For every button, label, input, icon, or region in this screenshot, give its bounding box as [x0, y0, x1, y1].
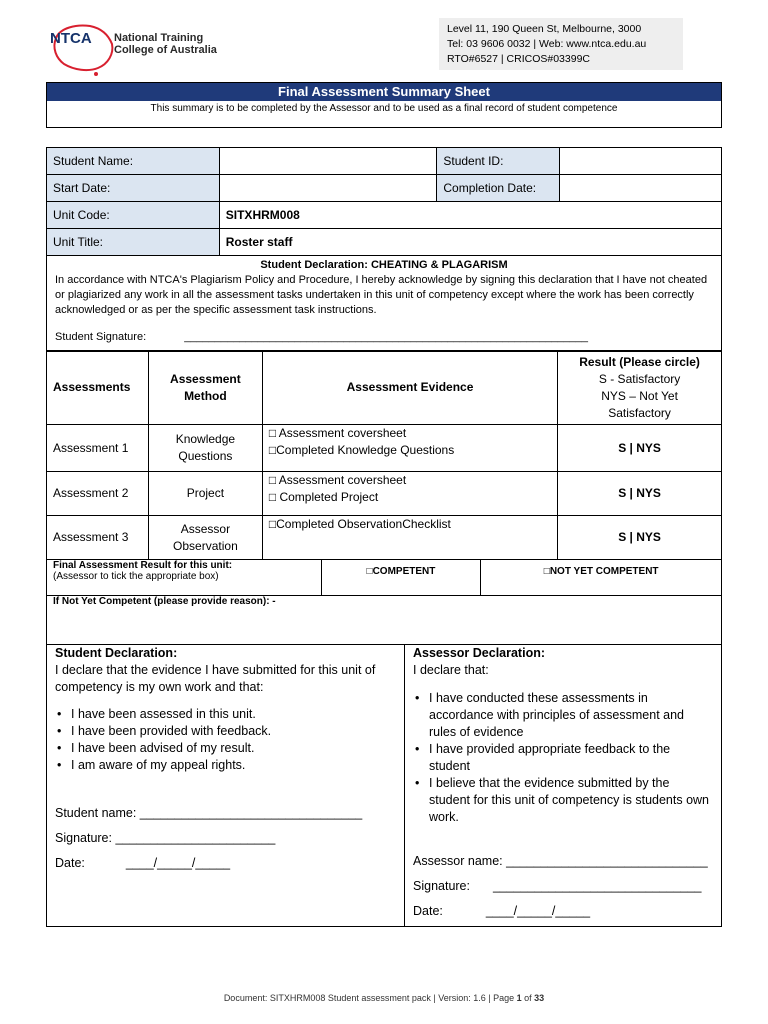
declarations	[46, 644, 722, 927]
final-result-note: (Assessor to tick the appropriate box)	[53, 571, 219, 582]
assessor-declaration-list	[413, 690, 713, 826]
contact-details: Tel: 03 9606 0032 | Web: www.ntca.edu.au	[447, 38, 647, 50]
list-item: • I have been assessed in this unit.	[55, 706, 396, 723]
header-result	[558, 351, 722, 425]
nyc-reason-label: If Not Yet Competent (please provide reason): -	[53, 596, 276, 607]
student-declaration-heading: Student Declaration:	[55, 646, 178, 660]
final-result-label-cell	[47, 560, 322, 596]
completion-date-field[interactable]	[560, 175, 722, 202]
student-name-field[interactable]	[219, 148, 437, 175]
student-name-line[interactable]: Student name: ________________________________	[55, 806, 363, 820]
assessment-name: Assessment 1	[47, 425, 149, 472]
student-signature-label: Student Signature:	[55, 331, 147, 343]
assessment-method: Project	[148, 472, 262, 516]
assessment-evidence	[262, 425, 557, 472]
list-item: • I have been provided with feedback.	[55, 723, 396, 740]
assessment-name: Assessment 3	[47, 516, 149, 560]
table-row	[47, 516, 722, 560]
assessor-signature-row	[413, 878, 702, 895]
competent-checkbox[interactable]: □COMPETENT	[321, 560, 481, 596]
assessor-date-field[interactable]: ____/_____/_____	[485, 904, 591, 918]
assessor-declaration-heading: Assessor Declaration:	[413, 646, 546, 660]
list-item: • I believe that the evidence submitted by the student for this unit of competency is students own work.	[413, 775, 713, 826]
assessor-declaration	[405, 645, 721, 926]
start-date-field[interactable]	[219, 175, 437, 202]
logo-name: National Training College of Australia	[114, 32, 217, 56]
address: Level 11, 190 Queen St, Melbourne, 3000	[447, 23, 642, 35]
list-item: • I have provided appropriate feedback to the student	[413, 741, 713, 775]
header-method: Assessment Method	[148, 351, 262, 425]
student-date-row	[55, 855, 230, 872]
list-item: • I have conducted these assessments in accordance with principles of assessment and rules of evidence	[413, 690, 713, 741]
page-footer: Document: SITXHRM008 Student assessment pack | Version: 1.6 | Page 1 of 33	[223, 993, 545, 1003]
student-declaration-list	[55, 706, 396, 774]
table-row	[47, 425, 722, 472]
student-id-field[interactable]	[560, 148, 722, 175]
student-signature-field[interactable]: Signature: _______________________	[55, 831, 276, 845]
assessment-method: Assessor Observation	[148, 516, 262, 560]
assessor-declaration-intro: I declare that:	[413, 663, 489, 677]
result-s: S - Satisfactory	[598, 371, 681, 386]
list-item: • I am aware of my appeal rights.	[55, 757, 396, 774]
list-item: • I have been advised of my result.	[55, 740, 396, 757]
evidence-checkbox[interactable]: □ Completed Project	[268, 490, 379, 504]
evidence-checkbox[interactable]: □ Assessment coversheet	[268, 426, 407, 440]
title-box	[46, 82, 722, 128]
assessor-signature-field[interactable]: ______________________________	[492, 879, 702, 893]
student-signature-row	[55, 330, 713, 345]
final-result-table	[46, 559, 722, 596]
evidence-checkbox[interactable]: □Completed ObservationChecklist	[268, 517, 451, 531]
ntca-logo	[48, 20, 218, 76]
logo-abbreviation: NTCA	[50, 30, 92, 47]
assessment-method: Knowledge Questions	[148, 425, 262, 472]
assessor-date-label: Date:	[413, 904, 443, 918]
student-date-field[interactable]: ____/_____/_____	[125, 856, 231, 870]
nyc-reason-field[interactable]	[46, 594, 722, 645]
page-title: Final Assessment Summary Sheet	[47, 83, 721, 101]
not-yet-competent-checkbox[interactable]: □NOT YET COMPETENT	[481, 560, 722, 596]
unit-code-value: SITXHRM008	[219, 202, 721, 229]
unit-code-label: Unit Code:	[47, 202, 220, 229]
completion-date-label: Completion Date:	[437, 175, 560, 202]
final-result-label: Final Assessment Result for this unit:	[53, 560, 233, 571]
contact-box	[439, 18, 683, 70]
rto-cricos: RTO#6527 | CRICOS#03399C	[447, 53, 591, 65]
cheating-declaration-body: In accordance with NTCA's Plagiarism Policy and Procedure, I hereby acknowledge by signing this declaration that I have not cheated or plagiarized any work in all the assessment tasks undertaken in this unit of competency except where the work has been correctly acknowledged or as per the specific assessment task instructions.	[55, 274, 708, 316]
result-nys: NYS – Not Yet Satisfactory	[601, 388, 678, 420]
assessment-evidence	[262, 516, 557, 560]
assessment-result[interactable]: S | NYS	[558, 516, 722, 560]
student-declaration-intro: I declare that the evidence I have submitted for this unit of competency is my own work and that:	[55, 663, 376, 694]
start-date-label: Start Date:	[47, 175, 220, 202]
unit-title-value: Roster staff	[219, 229, 721, 256]
assessor-name-line[interactable]: Assessor name: _____________________________	[413, 854, 708, 868]
page-subtitle: This summary is to be completed by the Assessor and to be used as a final record of student competence	[150, 103, 618, 114]
student-date-label: Date:	[55, 856, 85, 870]
student-id-label: Student ID:	[437, 148, 560, 175]
table-row	[47, 472, 722, 516]
header-evidence: Assessment Evidence	[262, 351, 557, 425]
student-name-label: Student Name:	[47, 148, 220, 175]
cheating-declaration	[47, 256, 722, 352]
student-signature-line[interactable]: __________________________________________________________________	[184, 331, 589, 343]
page-total: 33	[534, 993, 545, 1003]
page-number: 1	[516, 993, 522, 1003]
cheating-declaration-heading: Student Declaration: CHEATING & PLAGARISM	[260, 259, 508, 271]
assessment-result[interactable]: S | NYS	[558, 425, 722, 472]
assessor-signature-label: Signature:	[413, 879, 470, 893]
result-title: Result (Please circle)	[579, 354, 700, 369]
evidence-checkbox[interactable]: □ Assessment coversheet	[268, 473, 407, 487]
assessor-date-row	[413, 903, 590, 920]
unit-title-label: Unit Title:	[47, 229, 220, 256]
assessment-result[interactable]: S | NYS	[558, 472, 722, 516]
evidence-checkbox[interactable]: □Completed Knowledge Questions	[268, 443, 455, 457]
australia-map-icon	[48, 20, 118, 76]
assessment-evidence	[262, 472, 557, 516]
student-declaration	[47, 645, 405, 926]
header-assessments: Assessments	[47, 351, 149, 425]
student-info-table	[46, 147, 722, 352]
assessment-name: Assessment 2	[47, 472, 149, 516]
assessments-table	[46, 350, 722, 560]
